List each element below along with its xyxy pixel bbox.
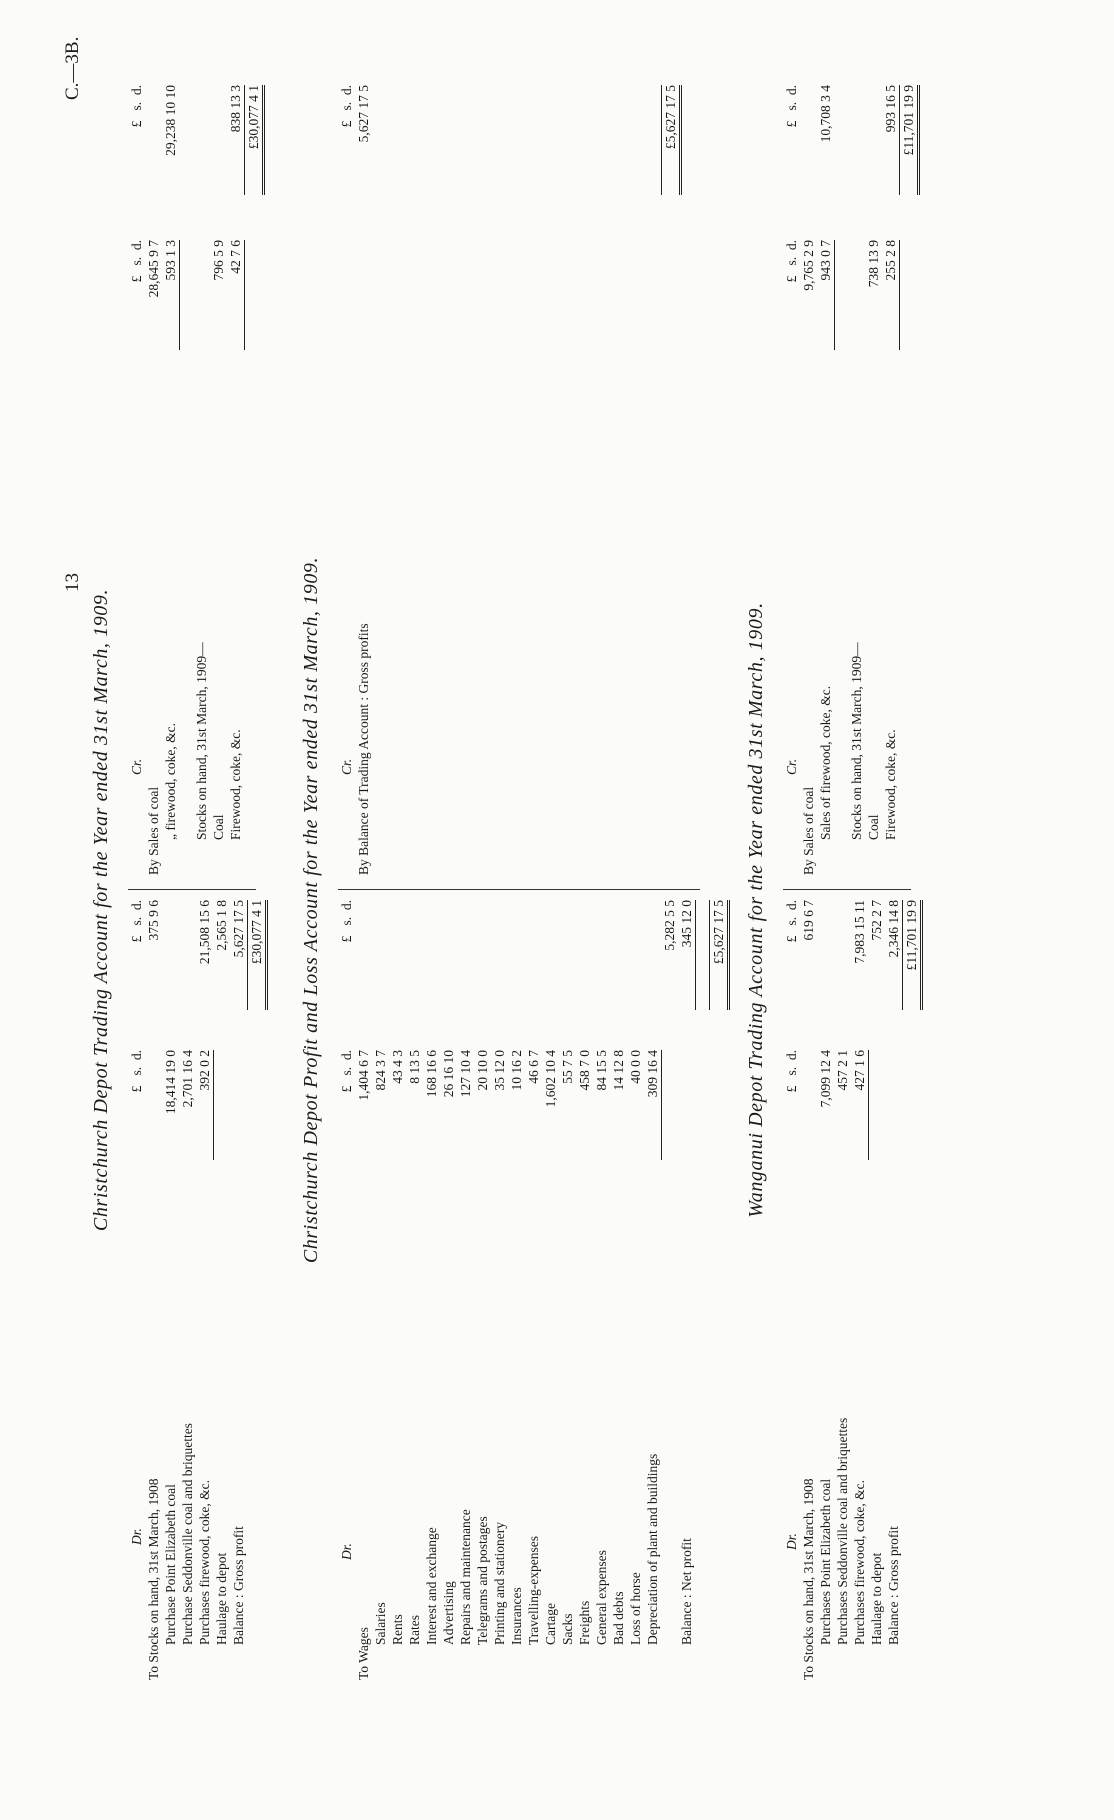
ledger-row [644,900,661,1680]
ledger-row [372,900,389,1680]
cr-heading: Cr. [129,758,144,775]
page-number: 13 [62,573,83,592]
row-amount: 309 16 4 [644,1050,662,1160]
dr-side [783,900,919,1680]
row-amount: 20 10 0 [475,1050,490,1091]
divider [783,889,911,890]
cr-side [783,85,916,875]
row-amount: 46 6 7 [526,1050,541,1084]
row-amount: 8 13 5 [407,1050,422,1084]
money-header: £ s. d. [784,240,799,283]
row-amount: 10 16 2 [509,1050,524,1091]
row-label: Interest and exchange [424,1527,439,1645]
ledger-row: Haulage to depot 752 2 7 [869,900,884,1645]
ledger-row: Balance : Net profit 345 12 0 [679,900,694,1645]
money-header: £ s. d. [339,1050,354,1093]
ledger-row [610,900,627,1680]
ledger-row: Purchase Point Elizabeth coal 18,414 19 0 [163,1050,178,1645]
ledger-row [542,900,559,1680]
cr-side [128,85,261,875]
row-label: Repairs and maintenance [458,1509,473,1645]
ledger-row: Coal 738 13 9 [866,240,881,840]
ledger-row: By Balance of Trading Account : Gross profits 5,627 17 5 [356,85,371,875]
money-header: £ s. d. [784,85,799,128]
row-label: Printing and stationery [492,1522,507,1645]
money-header: £ s. d. [129,85,144,128]
ledger-row [491,900,508,1680]
ledger-row: Balance : Gross profit 2,346 14 8 [886,900,901,1645]
row-amount: 35 12 0 [492,1050,507,1091]
row-label: Bad debts [611,1591,626,1645]
cr-heading: Cr. [784,758,799,775]
dr-heading: Dr. [339,1543,354,1560]
row-amount: 458 7 0 [577,1050,592,1091]
cr-side [338,85,678,875]
ledger-row: Purchases firewood, coke, &c. 392 0 2 21,508 15 6 [197,900,212,1645]
row-amount: 168 16 6 [424,1050,439,1098]
divider [128,889,256,890]
ledger-row: Coal 796 5 9 [211,240,226,840]
row-amount: 1,404 6 7 [356,1050,371,1101]
total-row: £11,701 19 9 [902,900,919,1680]
row-label: Freights [577,1600,592,1645]
row-label: Insurances [509,1587,524,1645]
ledger-row [457,900,474,1680]
total-row: £30,077 4 1 [244,85,261,875]
ledger-row [559,900,576,1680]
row-label: General expenses [594,1550,609,1645]
money-header: £ s. d. [129,900,144,943]
cr-heading: Cr. [339,758,354,775]
row-amount: 55 7 5 [560,1050,575,1084]
ledger-row: Haulage to depot 2,565 1 8 [214,900,229,1645]
money-header: £ s. d. [784,900,799,943]
row-label: Depreciation of plant and buildings [645,1453,660,1645]
ledger-row: By Sales of coal 9,765 2 9 [801,240,816,875]
ledger-row [593,900,610,1680]
ledger-row: By Sales of coal 28,645 9 7 [146,240,161,875]
ledger-row [474,900,491,1680]
ledger-row [508,900,525,1680]
divider [338,889,700,890]
ledger-row: Purchases Point Elizabeth coal 7,099 12 4 [818,1050,833,1645]
row-label: Salaries [373,1602,388,1645]
row-amount: 26 16 10 [441,1050,456,1098]
section-title: Wanganui Depot Trading Account for the Year ended 31st March, 1909. [745,602,767,1218]
ledger-row: Sales of firewood, coke, &c. 943 0 7 10,708 3 4 [818,85,833,840]
money-header: £ s. d. [339,85,354,128]
ledger-row [389,900,406,1680]
ledger-row: Stocks on hand, 31st March, 1909— [194,642,209,840]
ledger-row [525,900,542,1680]
ledger-row: Purchases Seddonville coal and briquettes 457 2 1 [835,1050,850,1645]
money-header: £ s. d. [129,1050,144,1093]
row-amount: 1,602 10 4 [543,1050,558,1108]
row-label: Rates [407,1615,422,1645]
ledger-row: „ firewood, coke, &c. 593 1 3 29,238 10 10 [163,85,178,840]
ledger-row [423,900,440,1680]
ledger-row: Balance : Gross profit 5,627 17 5 [231,900,246,1645]
money-header: £ s. d. [784,1050,799,1093]
money-header: £ s. d. [129,240,144,283]
row-label: Advertising [441,1581,456,1645]
ledger-row: Purchases firewood, coke, &c. 427 1 6 7,983 15 11 [852,900,867,1645]
dr-side [128,900,264,1680]
ledger-row: Firewood, coke, &c. 42 7 6 838 13 3 [228,85,243,840]
row-amount: 84 15 5 [594,1050,609,1091]
ledger-row: To Stocks on hand, 31st March, 1908 619 6 7 [801,900,816,1680]
row-amount: 40 0 0 [628,1050,643,1084]
row-amount: 43 4 3 [390,1050,405,1084]
subtotal-row: 5,282 5 5 [662,900,677,951]
row-label: Rents [390,1614,405,1645]
row-label: Loss of horse [628,1572,643,1645]
ledger-row: Stocks on hand, 31st March, 1909— [849,642,864,840]
row-label: Sacks [560,1613,575,1645]
total-row: £5,627 17 5 [709,900,726,1680]
row-amount: 127 10 4 [458,1050,473,1098]
total-row: £11,701 19 9 [899,85,916,875]
ledger-row [440,900,457,1680]
dr-heading: Dr. [129,1528,144,1545]
ledger-row [406,900,423,1680]
expense-list [355,900,661,1680]
ledger-row: Firewood, coke, &c. 255 2 8 993 16 5 [883,85,898,840]
row-label: Telegrams and postages [475,1516,490,1645]
money-header: £ s. d. [339,900,354,943]
page-reference: C.—3B. [62,36,83,100]
ledger-row [355,900,372,1680]
row-amount: 14 12 8 [611,1050,626,1091]
dr-heading: Dr. [784,1533,799,1550]
row-label: To Wages [356,1627,371,1680]
row-label: Travelling-expenses [526,1536,541,1645]
ledger-row: Purchase Seddonville coal and briquettes 2,701 16 4 [180,1050,195,1645]
row-label: Cartage [543,1603,558,1645]
dr-side [338,900,726,1680]
total-row: £5,627 17 5 [661,85,678,875]
row-amount: 824 3 7 [373,1050,388,1091]
section-title: Christchurch Depot Profit and Loss Account for the Year ended 31st March, 1909. [300,556,322,1264]
section-title: Christchurch Depot Trading Account for the Year ended 31st March, 1909. [90,588,112,1232]
ledger-row [627,900,644,1680]
ledger-row: To Stocks on hand, 31st March, 1908 375 9 6 [146,900,161,1680]
total-row: £30,077 4 1 [247,900,264,1680]
ledger-row [576,900,593,1680]
